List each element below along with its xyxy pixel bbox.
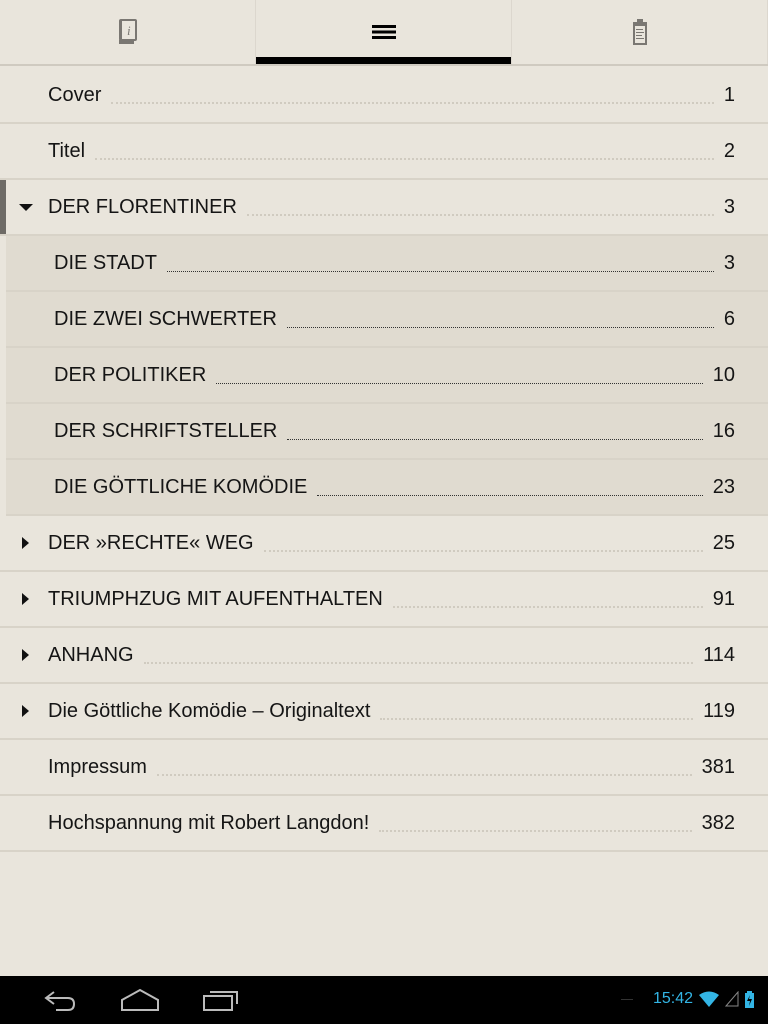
toc-entry-page: 10 (712, 363, 735, 386)
tab-bar (0, 0, 768, 66)
toc-entry[interactable] (6, 348, 768, 404)
dot-leader (167, 271, 714, 272)
toc-entry[interactable] (0, 684, 768, 740)
dot-leader (111, 102, 714, 104)
toc-entry-label: DIE ZWEI SCHWERTER (54, 307, 277, 330)
notification-dash (621, 999, 633, 1000)
dot-leader (157, 774, 692, 776)
toc-entry-label: Impressum (48, 755, 147, 778)
toc-entry-page: 91 (712, 587, 735, 610)
tab-notes[interactable] (512, 0, 768, 64)
dot-leader (393, 606, 703, 608)
home-icon[interactable] (120, 988, 160, 1012)
toc-entry[interactable] (6, 460, 768, 516)
status-area (621, 990, 754, 1008)
toc-entry-page: 119 (703, 699, 735, 722)
toc-entry[interactable] (0, 124, 768, 180)
menu-lines-icon (372, 25, 396, 39)
dot-leader (287, 439, 702, 440)
tab-table-of-contents[interactable] (256, 0, 512, 64)
toc-entry-page: 3 (723, 195, 735, 218)
caret-right-icon[interactable] (22, 593, 29, 605)
toc-entry[interactable] (0, 180, 768, 236)
svg-text:i: i (126, 23, 131, 38)
toc-entry-label: DIE STADT (54, 251, 157, 274)
toc-entry[interactable] (6, 292, 768, 348)
toc-entry-page: 16 (712, 419, 735, 442)
dot-leader (317, 495, 702, 496)
toc-entry[interactable] (0, 572, 768, 628)
system-nav-bar (0, 976, 768, 1024)
caret-right-icon[interactable] (22, 705, 29, 717)
tab-book-info[interactable] (0, 0, 256, 64)
battery-charging-icon (745, 991, 754, 1008)
toc-entry-label: Hochspannung mit Robert Langdon! (48, 811, 370, 834)
toc-entry-page: 25 (712, 531, 735, 554)
table-of-contents-list (0, 68, 768, 852)
toc-entry[interactable] (0, 628, 768, 684)
dot-leader (95, 158, 714, 160)
dot-leader (216, 383, 702, 384)
clipboard-icon (632, 18, 648, 46)
signal-icon (725, 991, 739, 1007)
toc-entry-label: DER POLITIKER (54, 363, 207, 386)
toc-entry-label: TRIUMPHZUG MIT AUFENTHALTEN (48, 587, 383, 610)
toc-entry-label: ANHANG (48, 643, 134, 666)
recent-apps-icon[interactable] (202, 988, 240, 1012)
clock: 15:42 (652, 990, 693, 1007)
toc-entry-label: DER »RECHTE« WEG (48, 531, 254, 554)
toc-entry-page: 23 (712, 475, 735, 498)
dot-leader (380, 718, 693, 720)
toc-entry[interactable] (0, 796, 768, 852)
toc-entry-page: 114 (703, 643, 735, 666)
dot-leader (247, 214, 714, 216)
toc-entry[interactable] (6, 236, 768, 292)
toc-entry-label: DIE GÖTTLICHE KOMÖDIE (54, 475, 308, 498)
toc-entry-label: Titel (48, 139, 86, 162)
toc-entry-label: Die Göttliche Komödie – Originaltext (48, 699, 371, 722)
toc-entry-page: 381 (701, 755, 735, 778)
toc-entry-label: Cover (48, 83, 102, 106)
toc-entry-page: 1 (723, 83, 735, 106)
caret-right-icon[interactable] (22, 649, 29, 661)
toc-entry-label: DER SCHRIFTSTELLER (54, 419, 278, 442)
toc-entry-page: 382 (701, 811, 735, 834)
caret-down-icon[interactable] (19, 204, 33, 211)
dot-leader (144, 662, 694, 664)
toc-entry-page: 3 (723, 251, 735, 274)
toc-entry[interactable] (0, 516, 768, 572)
toc-entry[interactable] (0, 740, 768, 796)
toc-entry-page: 6 (723, 307, 735, 330)
toc-entry-label: DER FLORENTINER (48, 195, 237, 218)
toc-entry[interactable] (0, 68, 768, 124)
toc-entry-page: 2 (723, 139, 735, 162)
wifi-icon (699, 991, 719, 1007)
dot-leader (287, 327, 714, 328)
back-icon[interactable] (42, 988, 78, 1012)
dot-leader (264, 550, 703, 552)
book-info-icon (117, 18, 139, 46)
dot-leader (379, 830, 691, 832)
toc-entry[interactable] (6, 404, 768, 460)
caret-right-icon[interactable] (22, 537, 29, 549)
